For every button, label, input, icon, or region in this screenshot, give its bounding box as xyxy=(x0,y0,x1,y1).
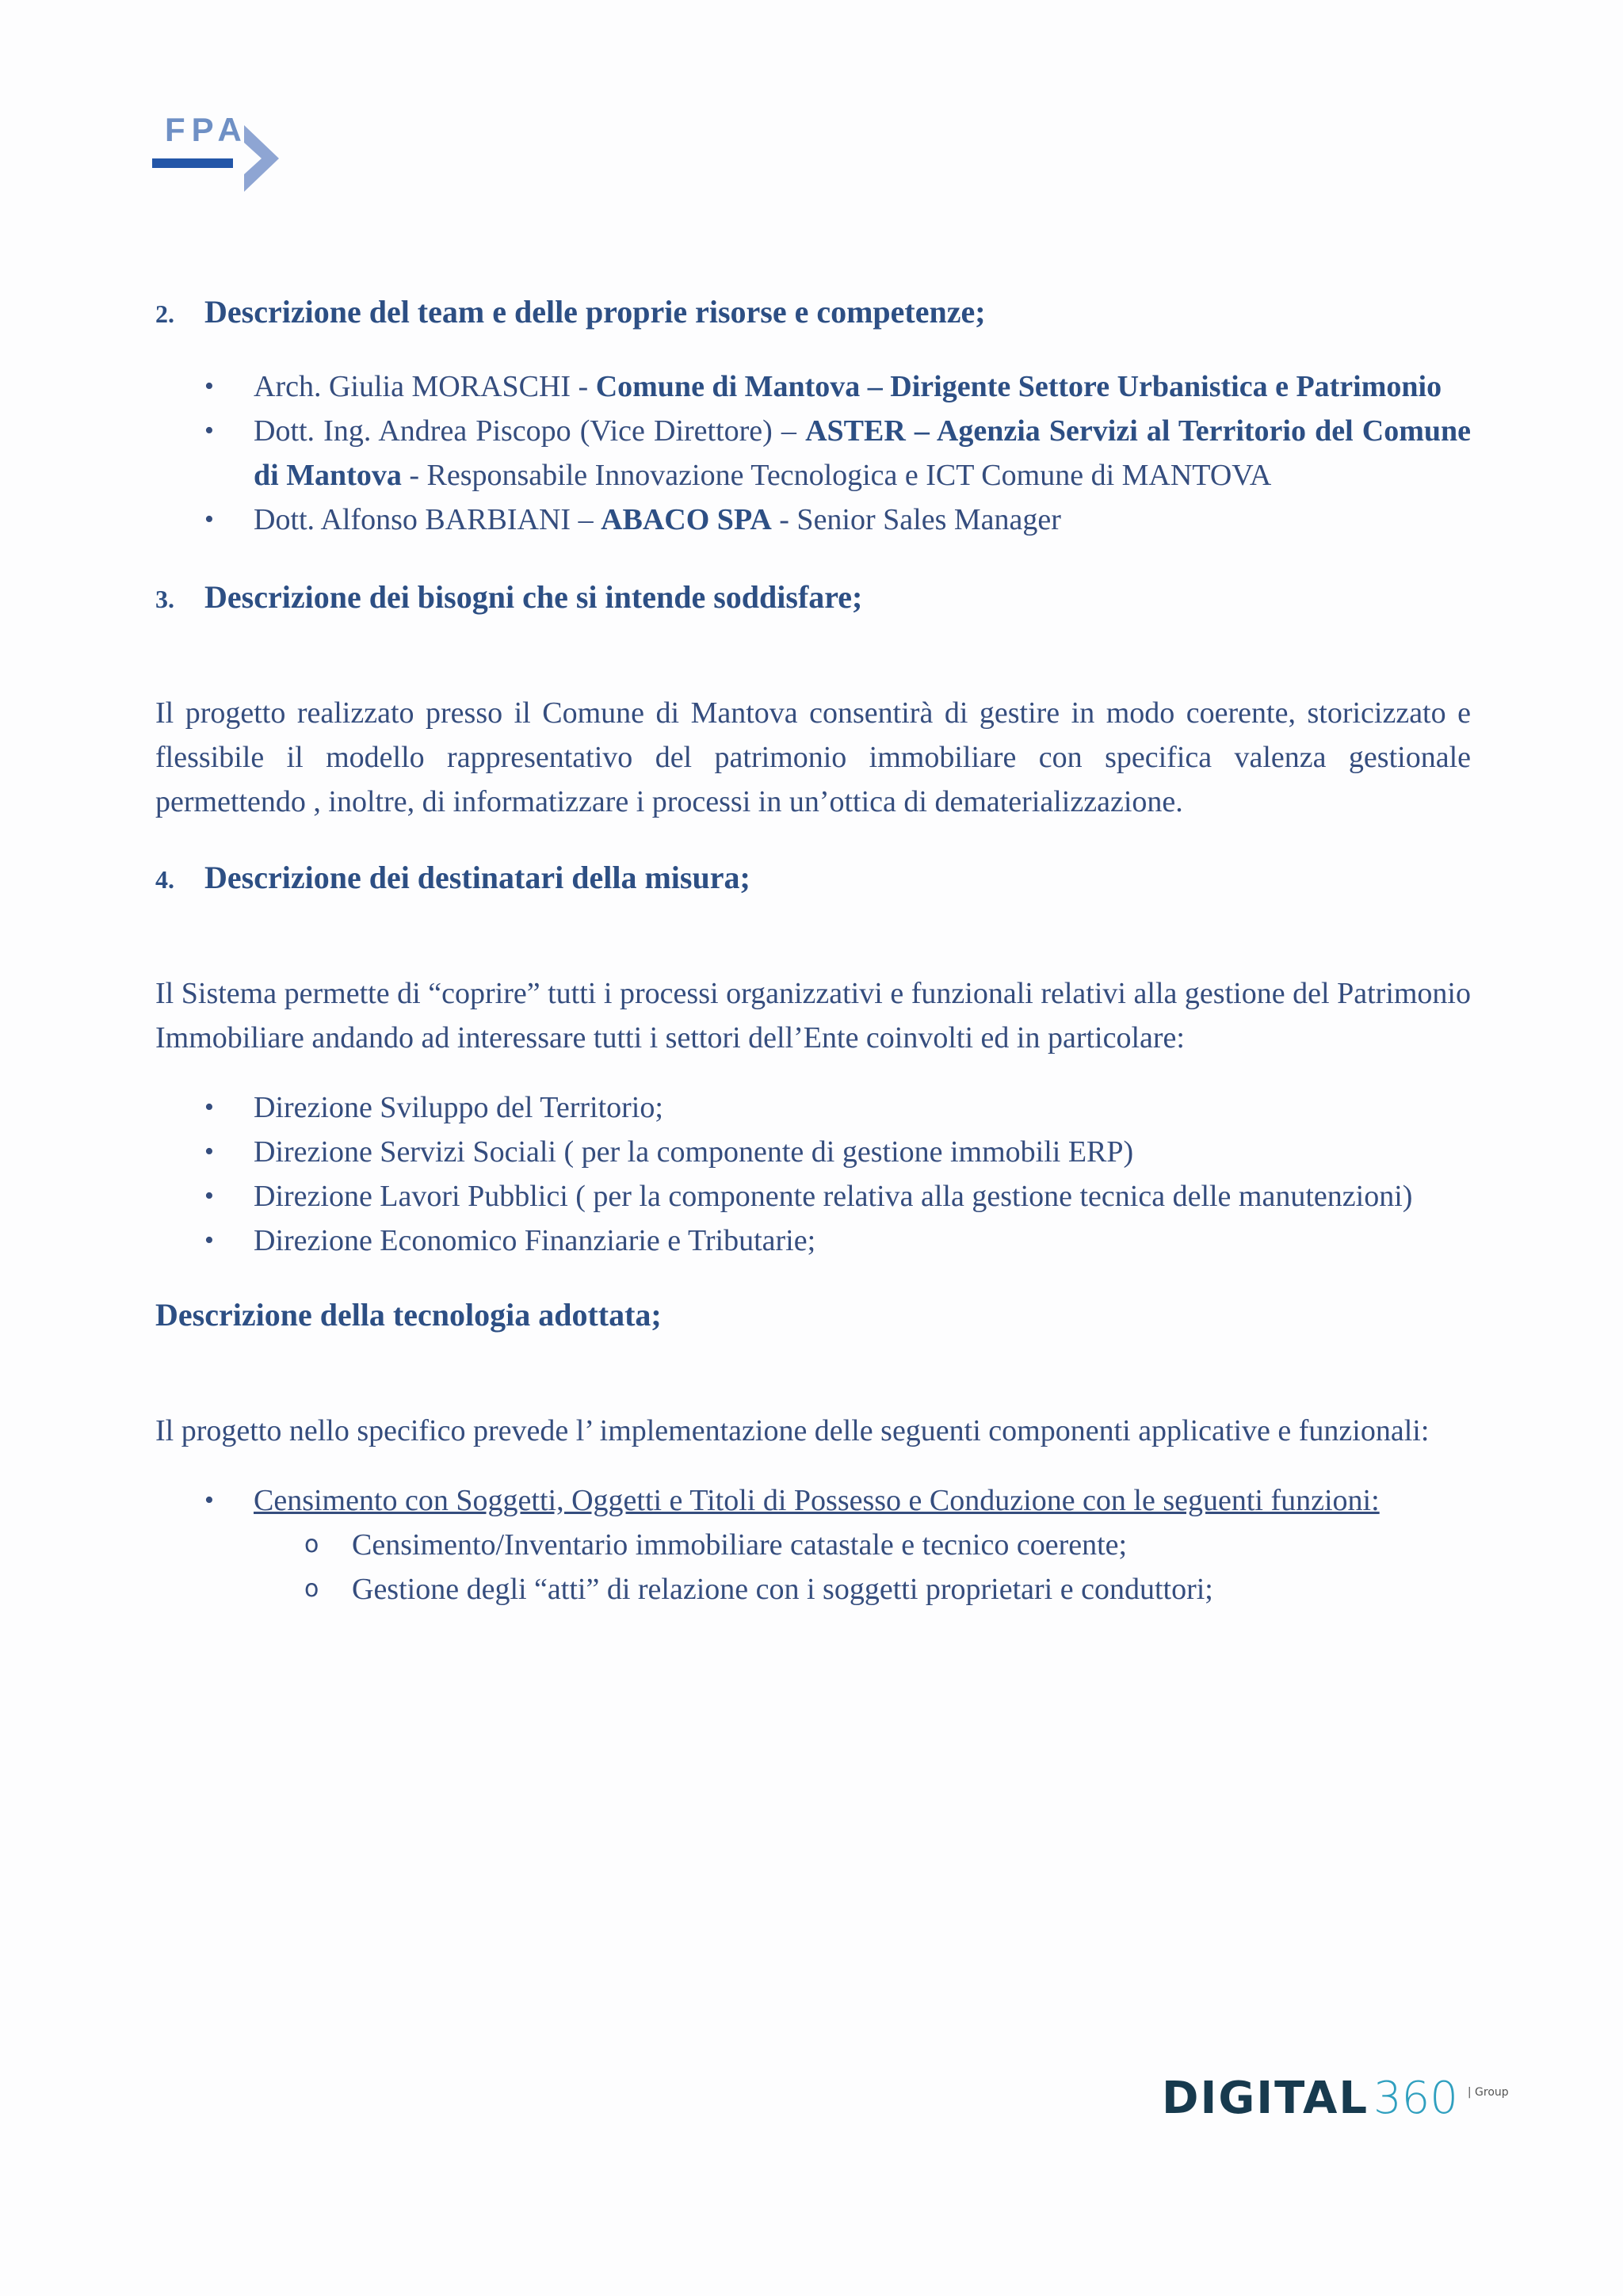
list-item: • Dott. Alfonso BARBIANI – ABACO SPA - Senior Sales Manager xyxy=(204,503,1061,536)
digital360-logo-number: 360 xyxy=(1373,2073,1458,2124)
list-item: • Direzione Lavori Pubblici ( per la componente relativa alla gestione tecnica delle manutenzioni) xyxy=(204,1180,1413,1213)
section-5-heading xyxy=(155,1296,1471,1334)
list-item: • Direzione Economico Finanziarie e Tributarie; xyxy=(204,1224,816,1257)
list-item: • Direzione Servizi Sociali ( per la componente di gestione immobili ERP) xyxy=(204,1135,1134,1169)
recipients-paragraph: Il Sistema permette di “coprire” tutti i processi organizzativi e funzionali relativi alla gestione del Patrimonio Immobiliare andando ad interessare tutti i settori dell’Ente coinvolti ed in particolare: xyxy=(155,977,1471,1055)
digital360-logo-word: DIGITAL xyxy=(1162,2073,1369,2124)
section-number: 3. xyxy=(155,585,174,613)
digital360-logo xyxy=(1162,2073,1509,2124)
list-item: • Direzione Sviluppo del Territorio; xyxy=(204,1091,663,1124)
sub-list-item: o Censimento/Inventario immobiliare catastale e tecnico coerente; xyxy=(304,1528,1128,1562)
departments-list xyxy=(155,1085,1471,1263)
section-number: 4. xyxy=(155,865,174,894)
document-body xyxy=(155,293,1471,1611)
section-4-heading xyxy=(155,859,1471,897)
functions-sublist xyxy=(155,1523,1471,1611)
list-item: • Arch. Giulia MORASCHI - Comune di Mantova – Dirigente Settore Urbanistica e Patrimonio xyxy=(204,370,1442,403)
section-title: Descrizione dei bisogni che si intende soddisfare; xyxy=(204,579,863,615)
list-item: • Dott. Ing. Andrea Piscopo (Vice Direttore) – ASTER – Agenzia Servizi al Territorio del Comune di Mantova - Responsabile Innovazione Tecnologica e ICT Comune di MANTOVA xyxy=(204,414,1471,492)
section-title: Descrizione del team e delle proprie risorse e competenze; xyxy=(204,294,986,330)
section-title: Descrizione dei destinatari della misura; xyxy=(204,860,750,895)
components-list xyxy=(155,1478,1471,1523)
sub-list-item: o Gestione degli “atti” di relazione con i soggetti proprietari e conduttori; xyxy=(304,1573,1213,1606)
technology-paragraph: Il progetto nello specifico prevede l’ implementazione delle seguenti componenti applicative e funzionali: xyxy=(155,1414,1430,1447)
fpa-logo xyxy=(151,111,285,206)
section-title: Descrizione della tecnologia adottata; xyxy=(155,1297,662,1333)
section-number: 2. xyxy=(155,299,174,328)
fpa-logo-text: FPA xyxy=(165,111,248,148)
team-list xyxy=(155,364,1471,542)
digital360-logo-group: | Group xyxy=(1467,2086,1509,2099)
section-2-heading xyxy=(155,293,1471,331)
needs-paragraph: Il progetto realizzato presso il Comune di Mantova consentirà di gestire in modo coerente, storicizzato e flessibile il modello rappresentativo del patrimonio immobiliare con specifica valenza gestionale permettendo , inoltre, di informatizzare i processi in un’ottica di dematerializzazione. xyxy=(155,696,1471,818)
section-3-heading xyxy=(155,578,1471,616)
list-item: • Censimento con Soggetti, Oggetti e Titoli di Possesso e Conduzione con le seguenti funzioni: xyxy=(204,1484,1380,1517)
